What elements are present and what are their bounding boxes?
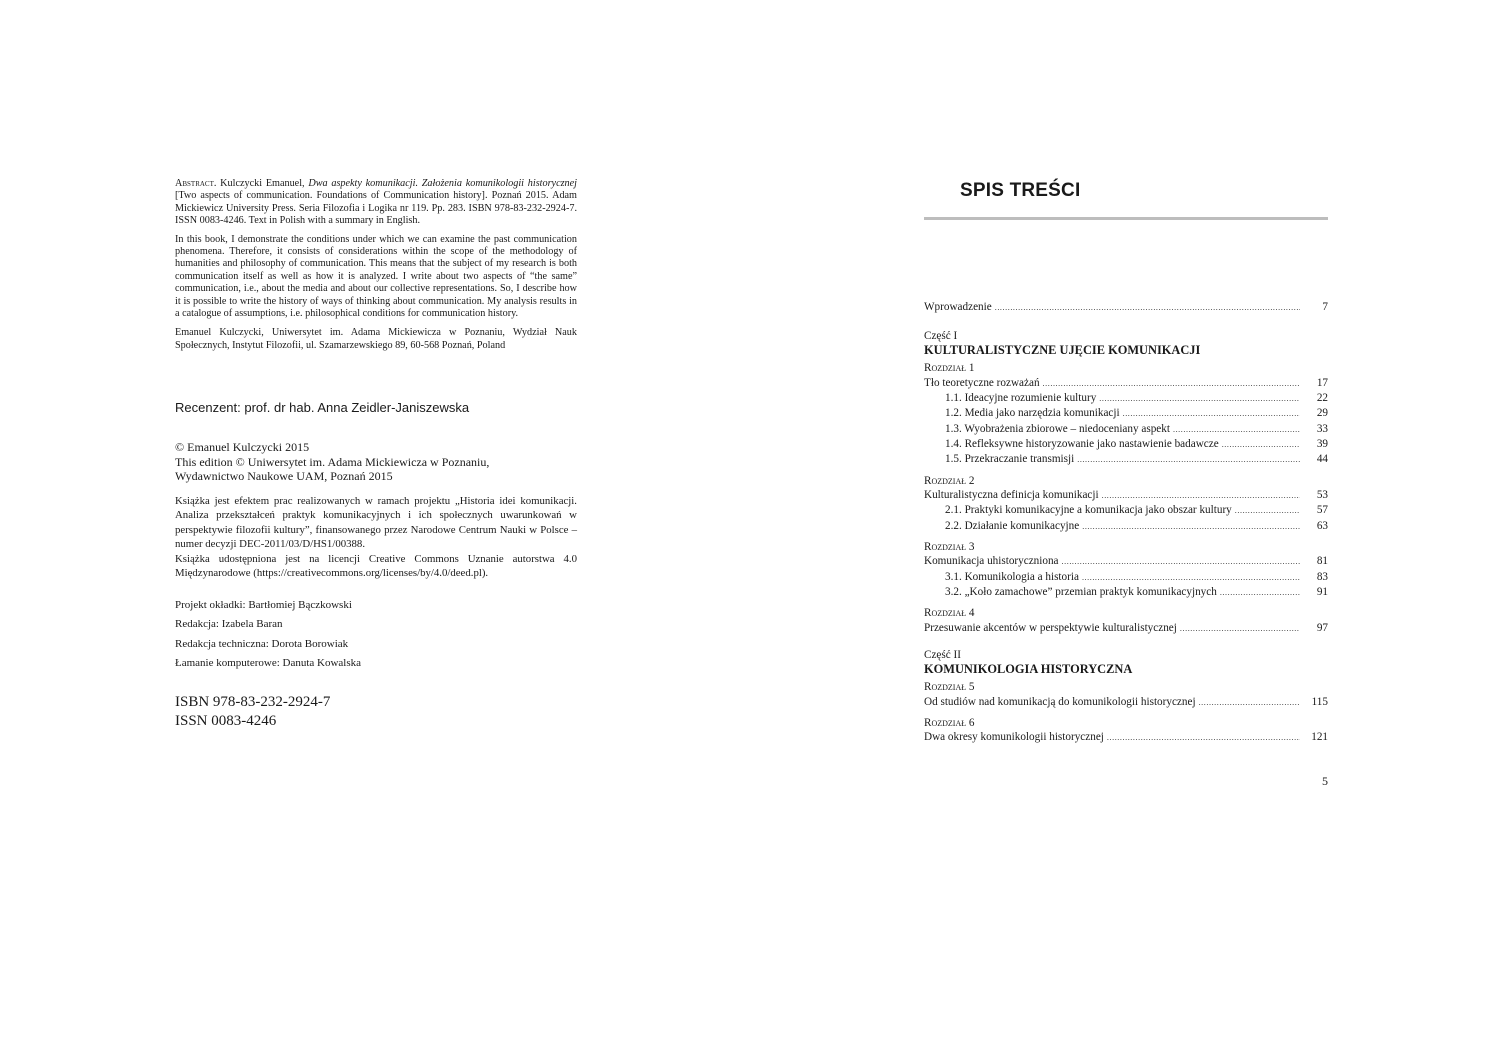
toc-entry-label: Kulturalistyczna definicja komunikacji (924, 489, 1099, 502)
project-note-paragraph: Książka jest efektem prac realizowanych w ramach projektu „Historia idei komunikacji. Analiza przekształceń praktyk komunikacyjnych i ich społecznych uwarunkowań w perspektywie filozofii kultury”, finansowanego przez Narodowe Centrum Nauki w Polsce – numer decyzji DEC-2011/03/D/HS1/00388. (175, 495, 577, 551)
copyright-line: This edition © Uniwersytet im. Adama Mickiewicza w Poznaniu, (175, 454, 490, 469)
leader-dots (1062, 555, 1300, 569)
part-label: Część II (924, 649, 961, 662)
toc-entry-label: 1.5. Przekraczanie transmisji (945, 453, 1075, 466)
toc-title-rule (924, 217, 1328, 220)
credit-editor: Redakcja: Izabela Baran (175, 618, 283, 631)
copyright-block (175, 440, 577, 484)
leader-dots (1222, 438, 1300, 452)
abstract-author: . Kulczycki Emanuel, (213, 178, 309, 189)
toc-entry-label: Wprowadzenie (924, 301, 992, 313)
abstract-body: In this book, I demonstrate the conditions under which we can examine the past communication phenomena. Therefore, it consists of considerations within the scope of the methodology of humanities and philosophy of communication. This means that the subject of my research is both communication itself as well as how it is analyzed. I write about two aspects of “the same” communication, i.e., about the media and about our collective representations. So, I describe how it is possible to write the history of ways of thinking about communication. My analysis results in a catalogue of assumptions, i.e. philosophical conditions for communication history. (175, 233, 577, 320)
copyright-line: Wydawnictwo Naukowe UAM, Poznań 2015 (175, 469, 393, 483)
toc-entry-label: 2.1. Praktyki komunikacyjne a komunikacja jako obszar kultury (945, 504, 1232, 517)
chapter-label: Rozdział 6 (924, 716, 975, 729)
credits-block (175, 596, 361, 673)
toc-entry-label: 1.4. Refleksywne historyzowanie jako nastawienie badawcze (945, 437, 1219, 450)
isbn-block (175, 693, 330, 730)
toc-entry-section[interactable] (924, 406, 1328, 421)
chapter-label: Rozdział 3 (924, 540, 975, 553)
author-affiliation: Emanuel Kulczycki, Uniwersytet im. Adama Mickiewicza w Poznaniu, Wydział Nauk Społecznych, Instytut Filozofii, ul. Szamarzewskiego 89, 60-568 Poznań, Poland (175, 327, 577, 352)
toc-page-number: 33 (1316, 422, 1328, 435)
chapter-label: Rozdział 1 (924, 362, 975, 375)
toc-page-number: 17 (1316, 376, 1328, 389)
leader-dots (1082, 520, 1300, 534)
spacer (924, 534, 1328, 538)
spacer (924, 710, 1328, 714)
toc-entry-section[interactable] (924, 585, 1328, 600)
copyright-line: © Emanuel Kulczycki 2015 (175, 440, 310, 454)
toc-page-number: 115 (1311, 695, 1328, 708)
toc-entry-section[interactable] (924, 452, 1328, 467)
leader-dots (1173, 423, 1300, 437)
toc-entry-label: Od studiów nad komunikacją do komunikologii historycznej (924, 695, 1196, 708)
isbn: ISBN 978-83-232-2924-7 (175, 694, 331, 710)
part-title: KULTURALISTYCZNE UJĘCIE KOMUNIKACJI (924, 343, 1201, 358)
toc-page-number: 97 (1316, 621, 1328, 634)
toc-entry-section[interactable] (924, 570, 1328, 585)
toc-page-number: 22 (1316, 392, 1328, 405)
chapter-label: Rozdział 2 (924, 474, 975, 487)
spacer (924, 468, 1328, 472)
leader-dots (1043, 377, 1300, 391)
toc-page-number: 63 (1316, 519, 1328, 532)
part-title: KOMUNIKOLOGIA HISTORYCZNA (924, 662, 1133, 677)
toc-entry-label: Przesuwanie akcentów w perspektywie kulturalistycznej (924, 621, 1177, 634)
toc-entry-chapter[interactable] (924, 376, 1328, 391)
toc-entry-label: Tło teoretyczne rozważań (924, 376, 1040, 389)
toc-body (924, 300, 1328, 746)
leader-dots (1107, 731, 1300, 745)
toc-page-number: 83 (1316, 570, 1328, 583)
toc-entry-chapter[interactable] (924, 554, 1328, 569)
abstract-label: Abstract (175, 178, 214, 189)
toc-page-number: 39 (1316, 437, 1328, 450)
leader-dots (1123, 407, 1300, 421)
leader-dots (1099, 392, 1300, 406)
credit-typesetting: Łamanie komputerowe: Danuta Kowalska (175, 656, 362, 669)
toc-page-number: 29 (1316, 407, 1328, 420)
toc-entry-label: 1.1. Ideacyjne rozumienie kultury (945, 392, 1097, 405)
toc-title: SPIS TREŚCI (960, 180, 1081, 201)
toc-page-number: 121 (1311, 731, 1328, 744)
toc-page-number: 53 (1316, 489, 1328, 502)
toc-entry-label: 1.3. Wyobrażenia zbiorowe – niedoceniany aspekt (945, 422, 1170, 435)
toc-entry-chapter[interactable] (924, 695, 1328, 710)
toc-entry-section[interactable] (924, 519, 1328, 534)
toc-entry-intro[interactable] (924, 300, 1328, 315)
credit-technical-editor: Redakcja techniczna: Dorota Borowiak (175, 637, 349, 650)
leader-dots (1220, 586, 1300, 600)
toc-page-number: 81 (1316, 555, 1328, 568)
toc-entry-chapter[interactable] (924, 621, 1328, 636)
credit-cover-design: Projekt okładki: Bartłomiej Bączkowski (175, 599, 352, 611)
toc-entry-label: 3.2. „Koło zamachowe” przemian praktyk komunikacyjnych (945, 586, 1217, 599)
license-note-paragraph: Książka udostępniona jest na licencji Creative Commons Uznanie autorstwa 4.0 Międzynarodowe (https://creativecommons.org/licenses/by/4.0/deed.pl). (175, 552, 577, 580)
part-label: Część I (924, 330, 958, 343)
toc-page-number: 91 (1316, 586, 1328, 599)
toc-page-number: 44 (1316, 453, 1328, 466)
toc-page-number: 7 (1322, 301, 1328, 313)
leader-dots (1235, 504, 1300, 518)
leader-dots (1199, 696, 1300, 710)
leader-dots (995, 301, 1300, 315)
toc-entry-section[interactable] (924, 391, 1328, 406)
leader-dots (1102, 489, 1300, 503)
issn: ISSN 0083-4246 (175, 712, 277, 729)
page-number: 5 (1322, 774, 1328, 788)
abstract-details: [Two aspects of communication. Foundations of Communication history]. Poznań 2015. Adam Mickiewicz University Press. Seria Filozofia i Logika nr 119. Pp. 283. ISBN 978-83-232-2924-7. ISSN 0083-4246. Text in Polish with a summary in English. (175, 190, 577, 227)
spacer (924, 600, 1328, 604)
chapter-label: Rozdział 5 (924, 681, 975, 694)
leader-dots (1082, 571, 1300, 585)
abstract-header (175, 178, 577, 228)
abstract-book-title: Dwa aspekty komunikacji. Założenia komunikologii historycznej (308, 178, 577, 189)
leader-dots (1077, 453, 1300, 467)
chapter-label: Rozdział 4 (924, 607, 975, 620)
toc-entry-chapter[interactable] (924, 488, 1328, 503)
toc-entry-label: Dwa okresy komunikologii historycznej (924, 731, 1104, 744)
toc-entry-label: 2.2. Działanie komunikacyjne (945, 519, 1080, 532)
imprint-page (175, 178, 577, 729)
toc-entry-label: 3.1. Komunikologia a historia (945, 570, 1079, 583)
toc-entry-label: 1.2. Media jako narzędzia komunikacji (945, 407, 1120, 420)
project-funding-note (175, 494, 577, 580)
toc-entry-chapter[interactable] (924, 730, 1328, 745)
toc-entry-section[interactable] (924, 437, 1328, 452)
toc-entry-section[interactable] (924, 422, 1328, 437)
reviewer-line: Recenzent: prof. dr hab. Anna Zeidler-Janiszewska (175, 400, 470, 415)
toc-page-number: 57 (1316, 504, 1328, 517)
leader-dots (1180, 622, 1300, 636)
toc-entry-label: Komunikacja uhistoryczniona (924, 555, 1059, 568)
toc-entry-section[interactable] (924, 503, 1328, 518)
